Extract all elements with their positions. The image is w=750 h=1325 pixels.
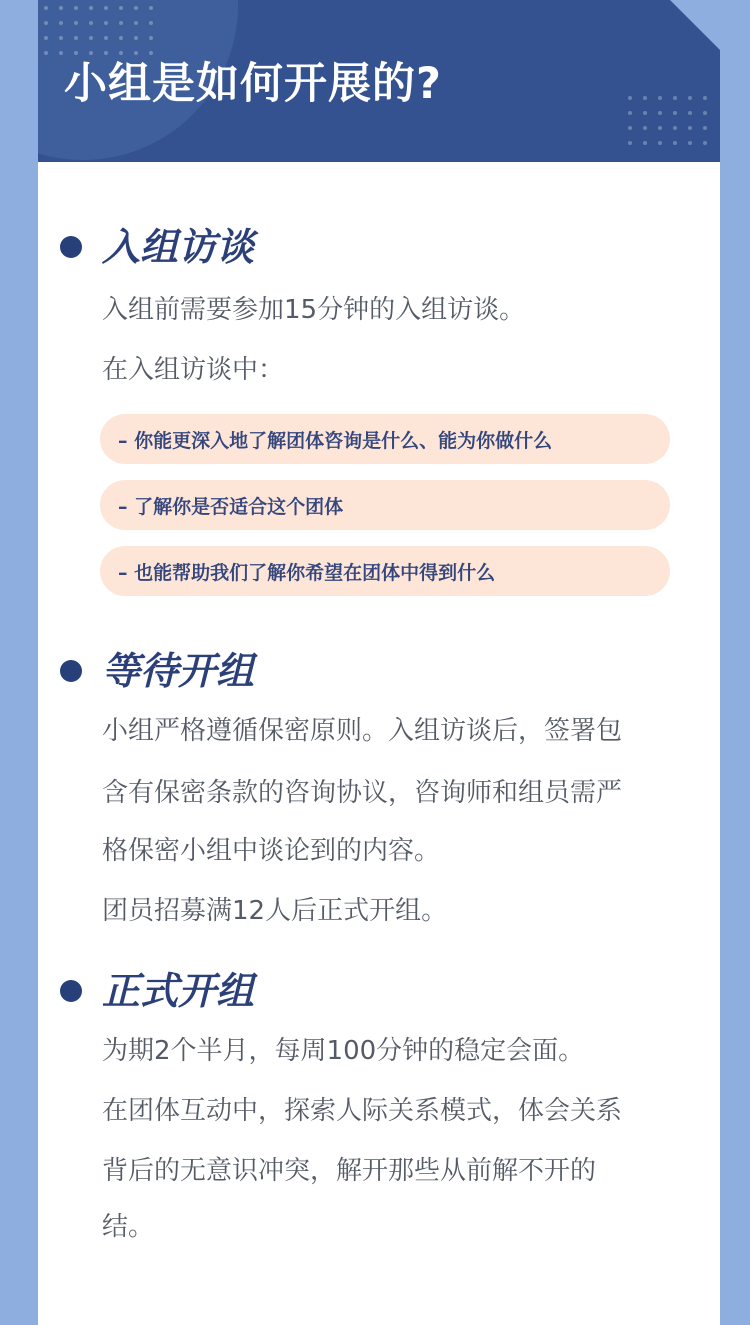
corner-fold [670, 0, 720, 50]
bullet-dot [60, 980, 82, 1002]
body-text: 结。 [102, 1212, 155, 1242]
body-text: 入组前需要参加15分钟的入组访谈。 [102, 295, 526, 325]
info-pill [100, 480, 670, 530]
body-text: 小组严格遵循保密原则。入组访谈后，签署包 [102, 716, 623, 746]
body-text: 在团体互动中，探索人际关系模式，体会关系 [102, 1096, 623, 1126]
body-text: 在入组访谈中： [102, 355, 285, 385]
body-text: 含有保密条款的咨询协议，咨询师和组员需严 [102, 778, 623, 808]
bullet-dot [60, 660, 82, 682]
body-text: 为期2个半月，每周100分钟的稳定会面。 [102, 1036, 585, 1066]
pill-text: – 了解你是否适合这个团体 [118, 495, 344, 518]
bullet-dot [60, 236, 82, 258]
page-title: 小组是如何开展的? [64, 59, 442, 109]
section-heading: 正式开组 [102, 969, 255, 1013]
header-banner [38, 0, 720, 162]
pill-text: – 也能帮助我们了解你希望在团体中得到什么 [118, 561, 496, 584]
info-pill [100, 414, 670, 464]
body-text: 格保密小组中谈论到的内容。 [102, 836, 441, 866]
content-card [38, 0, 720, 1325]
body-text: 背后的无意识冲突，解开那些从前解不开的 [102, 1156, 597, 1186]
pill-text: – 你能更深入地了解团体咨询是什么、能为你做什么 [118, 429, 553, 452]
section-heading: 入组访谈 [102, 225, 255, 269]
section-heading: 等待开组 [102, 649, 255, 693]
dot-pattern-top-left [44, 6, 153, 55]
body-text: 团员招募满12人后正式开组。 [102, 896, 448, 926]
info-pill [100, 546, 670, 596]
dot-pattern-right [628, 96, 707, 145]
